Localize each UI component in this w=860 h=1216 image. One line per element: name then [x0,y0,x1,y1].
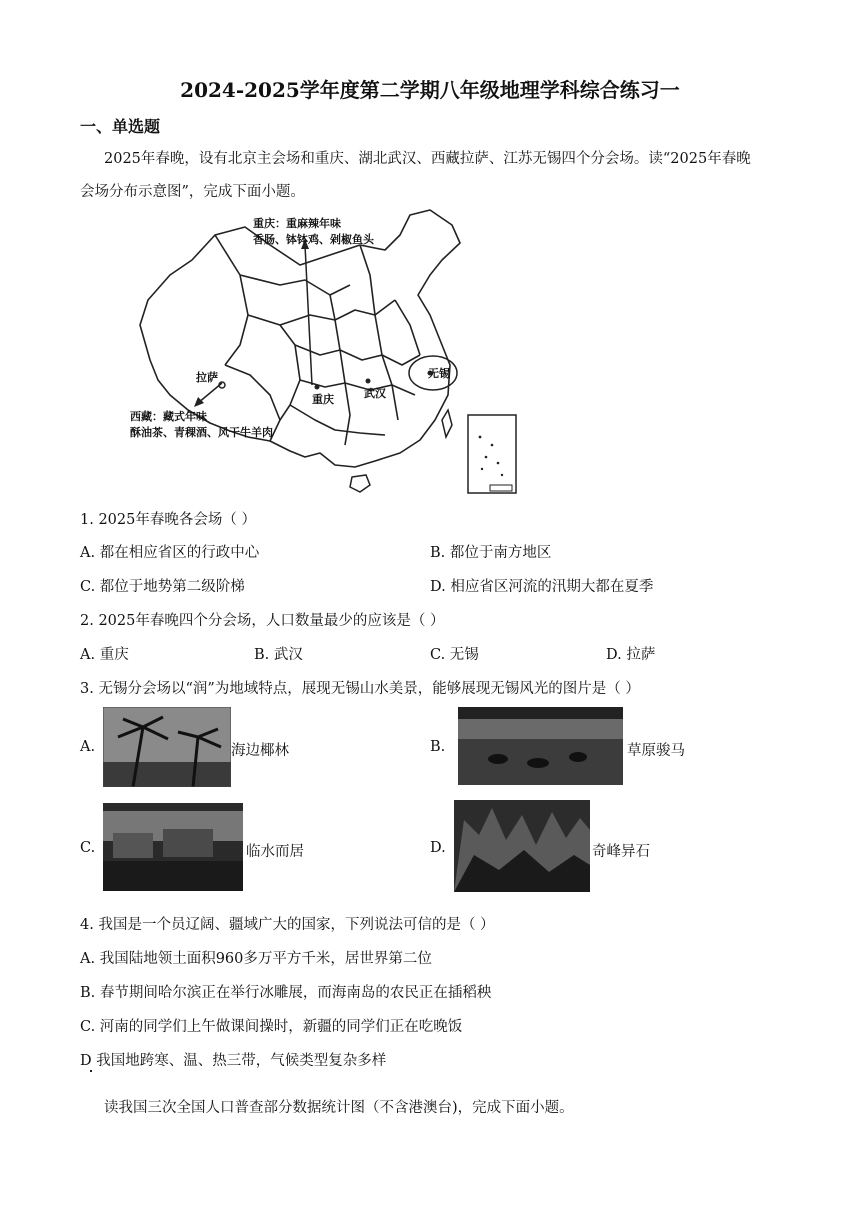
city-label-chongqing: 重庆 [312,393,334,406]
chongqing-note-2: 香肠、钵钵鸡、剁椒鱼头 [253,233,374,246]
section-heading: 一、单选题 [80,117,161,136]
intro-line-2: 会场分布示意图”，完成下面小题。 [80,184,305,200]
page-title: 2024-2025学年度第二学期八年级地理学科综合练习一 [180,78,680,102]
q1-option-a[interactable]: A. 都在相应省区的行政中心 [80,545,260,561]
city-label-wuxi: 无锡 [428,367,450,380]
q4-option-b[interactable]: B. 春节期间哈尔滨正在举行冰雕展，而海南岛的农民正在插稻秧 [80,985,492,1001]
intro-line-1: 2025年春晚，设有北京主会场和重庆、湖北武汉、西藏拉萨、江苏无锡四个分会场。读“2025年春晚 [104,151,751,167]
q3-stem: 3. 无锡分会场以“润”为地域特点，展现无锡山水美景，能够展现无锡风光的图片是（ ） [80,681,640,697]
photo-coconut-beach [103,707,231,787]
q3-option-c-caption: 临水而居 [246,844,304,860]
city-label-lhasa: 拉萨 [196,371,218,384]
q2-option-c[interactable]: C. 无锡 [430,647,479,663]
q4-option-d[interactable]: D 我国地跨寒、温、热三带，气候类型复杂多样 [80,1053,387,1069]
xizang-note-2: 酥油茶、青稞酒、风干牛羊肉 [130,426,273,439]
q3-photo-c[interactable] [103,803,243,891]
q3-photo-b[interactable] [458,707,623,785]
q3-option-b-letter[interactable]: B. [430,739,446,755]
q3-option-a-caption: 海边椰林 [231,743,289,759]
china-map-outline [130,205,525,500]
q1-option-d[interactable]: D. 相应省区河流的汛期大都在夏季 [430,579,654,595]
q1-option-c[interactable]: C. 都位于地势第二级阶梯 [80,579,245,595]
q1-stem: 1. 2025年春晚各会场（ ） [80,512,256,528]
q2-stem: 2. 2025年春晚四个分会场，人口数量最少的应该是（ ） [80,613,445,629]
outro-paragraph: 读我国三次全国人口普查部分数据统计图（不含港澳台)，完成下面小题。 [104,1100,574,1116]
q3-option-d-caption: 奇峰异石 [592,844,650,860]
photo-waterside-living [103,803,243,891]
photo-grassland-horses [458,707,623,785]
xizang-note-1: 西藏：藏式年味 [130,410,207,423]
q3-option-a-letter[interactable]: A. [80,739,96,755]
q3-photo-a[interactable] [103,707,231,787]
q1-option-b[interactable]: B. 都位于南方地区 [430,545,552,561]
q4-option-c[interactable]: C. 河南的同学们上午做课间操时，新疆的同学们正在吃晚饭 [80,1019,463,1035]
q2-option-d[interactable]: D. 拉萨 [606,647,656,663]
venue-map [130,205,525,500]
city-label-wuhan: 武汉 [364,387,386,400]
q4-stem: 4. 我国是一个员辽阔、疆域广大的国家，下列说法可信的是（ ） [80,917,495,933]
q3-option-d-letter[interactable]: D. [430,840,446,856]
q2-option-a[interactable]: A. 重庆 [80,647,129,663]
q3-photo-d[interactable] [454,800,590,892]
q3-option-c-letter[interactable]: C. [80,840,96,856]
q3-option-b-caption: 草原骏马 [627,743,685,759]
q2-option-b[interactable]: B. 武汉 [254,647,303,663]
stray-dot [90,1070,92,1072]
chongqing-note-1: 重庆：重麻辣年味 [253,217,341,230]
q4-option-a[interactable]: A. 我国陆地领土面积960多万平方千米，居世界第二位 [80,951,432,967]
photo-peaks-rocks [454,800,590,892]
